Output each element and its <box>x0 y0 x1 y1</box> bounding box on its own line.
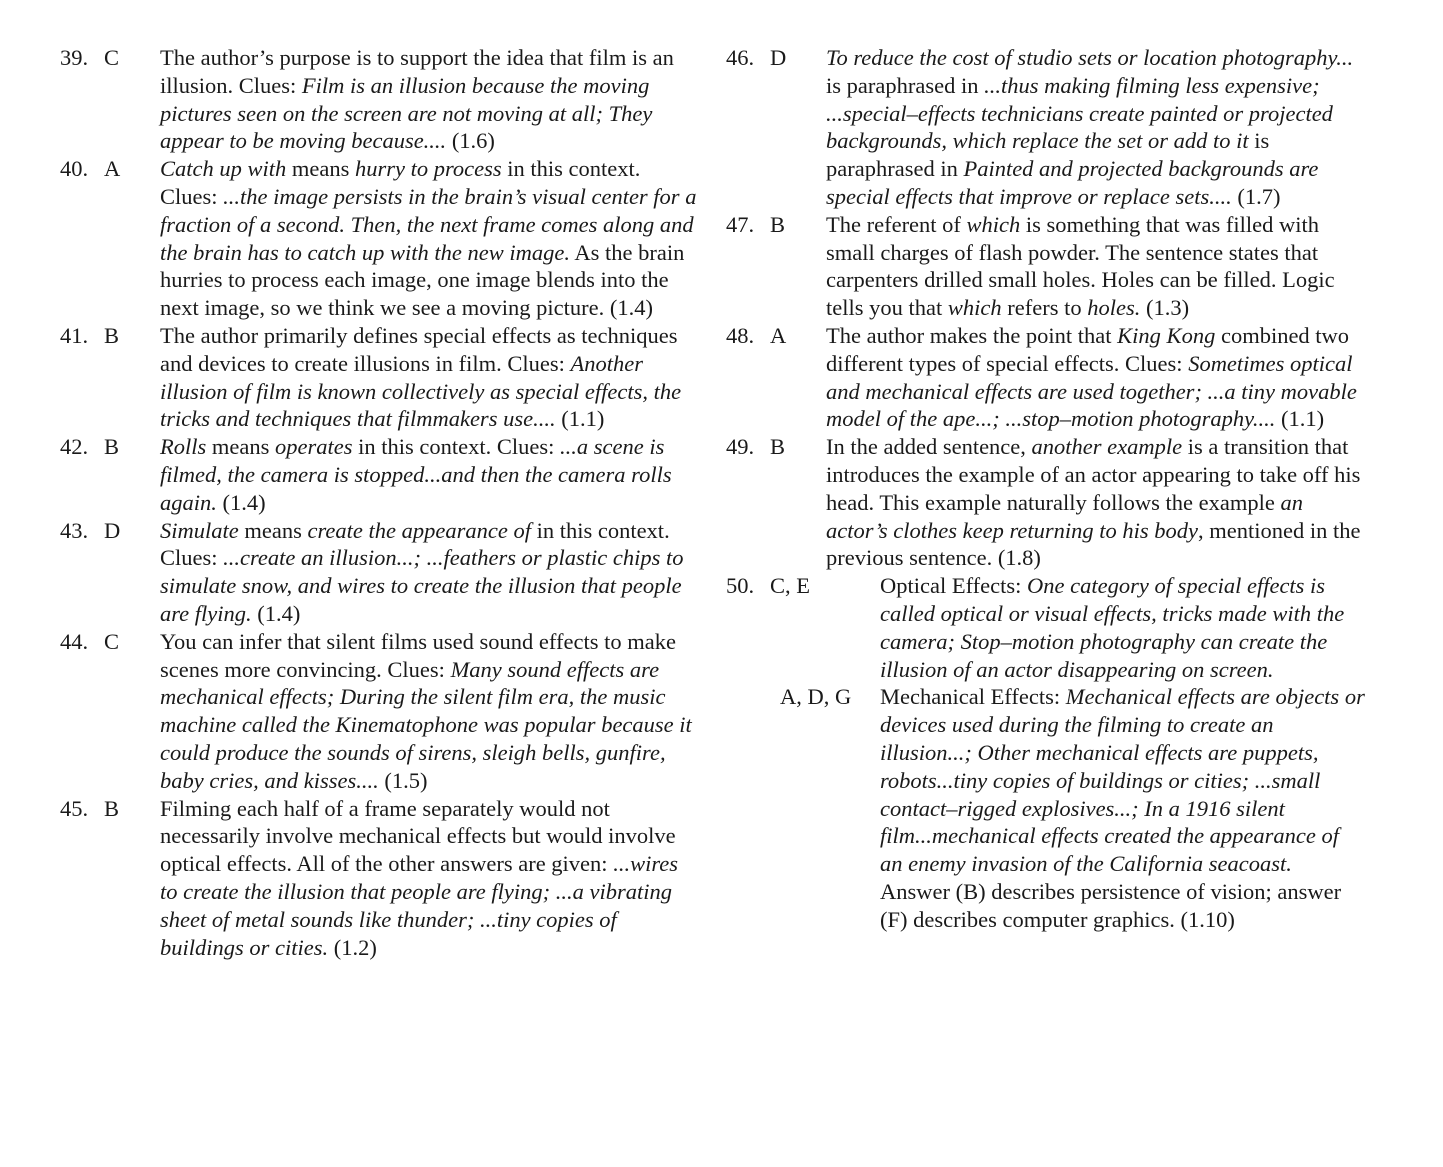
italic-quote: Rolls <box>160 434 207 460</box>
explanation <box>826 211 1366 322</box>
answer-letters: A, D, G <box>780 684 852 710</box>
italic-quote: Sometimes optical and mechanical effects are used together; ...a tiny movable model of the ape...; ...stop–motion photography.... <box>826 350 1357 432</box>
italic-quote: One category of special effects is called optical or visual effects, tricks made with the camera; Stop–motion photography can create the illusion of an actor disappearing on screen. <box>880 573 1345 682</box>
explanation-text: (1.1) <box>1275 406 1325 432</box>
explanation-text: is paraphrased in <box>826 72 985 98</box>
question-number: 48. <box>726 322 755 348</box>
explanation <box>826 433 1366 572</box>
explanation-text: Mechanical Effects: <box>880 684 1066 710</box>
italic-quote: Another illusion of film is known collectively as special effects, the tricks and techniques that filmmakers use.... <box>160 350 682 432</box>
answer-letter: B <box>104 434 120 460</box>
answer-entry <box>726 44 1366 211</box>
right-column <box>726 44 1366 934</box>
explanation-text: refers to <box>1001 295 1088 321</box>
answer-letters: C, E <box>770 573 811 599</box>
answer-letter: D <box>770 45 787 70</box>
italic-quote: which <box>947 295 1002 321</box>
answer-entry <box>726 211 1366 322</box>
explanation-text: in this context. Clues: <box>160 517 670 571</box>
answer-entry <box>60 155 700 322</box>
explanation-text: in this context. Clues: <box>160 156 641 209</box>
explanation <box>826 44 1366 211</box>
answer-entry <box>60 628 700 795</box>
question-number: 43. <box>60 517 89 543</box>
explanation-text: You can infer that silent films used sound effects to make scenes more convincing. Clues: <box>160 628 676 682</box>
explanation-text: (1.4) <box>251 600 301 626</box>
question-number: 47. <box>726 211 755 237</box>
italic-quote: holes. <box>1087 295 1141 321</box>
answer-entry <box>60 322 700 433</box>
explanation-text: (1.7) <box>1231 183 1281 209</box>
explanation <box>160 322 700 433</box>
explanation <box>880 572 1366 683</box>
explanation-text: (1.6) <box>446 128 495 154</box>
italic-quote: an actor’s clothes keep returning to his body <box>826 489 1303 543</box>
italic-quote: which <box>966 211 1021 237</box>
question-number: 50. <box>726 573 755 599</box>
italic-quote: ...a scene is filmed, the camera is stopped...and then the camera rolls again. <box>160 434 672 515</box>
question-number: 42. <box>60 434 89 460</box>
answer-subentry <box>726 572 1366 683</box>
explanation-text: The author’s purpose is to support the idea that film is an illusion. Clues: <box>160 45 674 98</box>
italic-quote: ...create an illusion...; ...feathers or plastic chips to simulate snow, and wires to create the illusion that people are flying. <box>160 545 684 626</box>
question-number: 49. <box>726 434 755 460</box>
answer-letter: B <box>104 322 120 348</box>
italic-quote: hurry to process <box>355 156 502 182</box>
explanation <box>160 628 700 795</box>
answer-entry <box>726 322 1366 433</box>
explanation-text: in this context. Clues: <box>352 434 560 460</box>
answer-letter: D <box>104 517 121 543</box>
explanation <box>160 795 700 962</box>
answer-entry <box>60 433 700 516</box>
answer-letter: C <box>104 45 120 70</box>
italic-quote: Catch up with <box>160 156 287 182</box>
explanation-text: The author primarily defines special effects as techniques and devices to create illusions in film. Clues: <box>160 322 678 376</box>
question-number: 44. <box>60 628 89 654</box>
explanation-text: is paraphrased in <box>826 128 1270 182</box>
explanation <box>880 683 1366 933</box>
question-number: 39. <box>60 45 89 70</box>
explanation-text: (1.1) <box>555 406 605 432</box>
answer-entry <box>726 433 1366 572</box>
explanation-text: Filming each half of a frame separately would not necessarily involve mechanical effects but would involve optical effects. All of the other answers are given: <box>160 795 676 877</box>
explanation-text: , mentioned in the previous sentence. (1.8) <box>826 517 1361 571</box>
explanation-text: In the added sentence, <box>826 434 1032 460</box>
explanation-text: The referent of <box>826 211 967 237</box>
answer-letter: B <box>770 211 786 237</box>
explanation-text: Answer (B) describes persistence of vision; answer (F) describes computer graphics. (1.10) <box>880 878 1342 932</box>
explanation-text: means <box>286 156 355 182</box>
question-number: 40. <box>60 156 89 182</box>
italic-quote: create the appearance of <box>307 517 531 543</box>
answer-entry <box>60 517 700 628</box>
answer-letter: B <box>770 434 786 460</box>
explanation-text: Optical Effects: <box>880 573 1028 599</box>
italic-quote: Film is an illusion because the moving pictures seen on the screen are not moving at all; They appear to be moving because.... <box>160 72 653 154</box>
question-number: 46. <box>726 45 755 70</box>
explanation-text: The author makes the point that <box>826 322 1118 348</box>
answer-subentry <box>726 683 1366 933</box>
italic-quote: another example <box>1031 434 1183 460</box>
italic-quote: operates <box>275 434 353 460</box>
italic-quote: ...thus making filming less expensive; ...special–effects technicians create painted or projected backgrounds, which replace the set or add to it <box>826 72 1333 154</box>
italic-quote: Simulate <box>160 517 239 543</box>
answer-entry <box>60 795 700 962</box>
italic-quote: ...the image persists in the brain’s visual center for a fraction of a second. Then, the next frame comes along and the brain has to catch up with the new image. <box>160 183 697 265</box>
explanation <box>160 44 700 155</box>
answer-entry <box>60 44 700 155</box>
italic-quote: To reduce the cost of studio sets or location photography... <box>826 45 1354 70</box>
explanation-text: As the brain hurries to process each image, one image blends into the next image, so we think we see a moving picture. (1.4) <box>160 239 685 321</box>
answer-letter: A <box>104 156 121 182</box>
italic-quote: Mechanical effects are objects or devices used during the filming to create an illusion...; Other mechanical effects are puppets, robots...tiny copies of buildings or cities; ...small contact–rigged explosives...; In a 1916 silent film...mechanical effects created the appearance of an enemy invasion of the California seacoast. <box>880 684 1365 877</box>
italic-quote: ...wires to create the illusion that people are flying; ...a vibrating sheet of metal sounds like thunder; ...tiny copies of buildings or cities. <box>160 851 678 960</box>
explanation-text: is something that was filled with small charges of flash powder. The sentence states that carpenters drilled small holes. Holes can be filled. Logic tells you that <box>826 211 1335 321</box>
explanation-text: (1.2) <box>328 934 377 960</box>
answer-entry-50 <box>726 572 1366 933</box>
explanation-text: (1.5) <box>378 767 428 793</box>
italic-quote: Painted and projected backgrounds are special effects that improve or replace sets.... <box>826 156 1319 209</box>
explanation-text: (1.3) <box>1140 295 1190 321</box>
answer-letter: C <box>104 628 120 654</box>
explanation-text: is a transition that introduces the example of an actor appearing to take off his head. This example naturally follows the example <box>826 434 1361 515</box>
italic-quote: Many sound effects are mechanical effects; During the silent film era, the music machine called the Kinematophone was popular because it could produce the sounds of sirens, sleigh bells, gunfire, baby cries, and kisses.... <box>160 656 692 793</box>
answer-letter: B <box>104 795 120 821</box>
explanation <box>160 433 700 516</box>
left-column <box>60 44 700 961</box>
question-number: 41. <box>60 322 89 348</box>
explanation <box>160 517 700 628</box>
explanation-text: (1.4) <box>216 489 266 515</box>
italic-quote: King Kong <box>1117 322 1216 348</box>
explanation-text: means <box>238 517 308 543</box>
question-number: 45. <box>60 795 89 821</box>
explanation <box>826 322 1366 433</box>
explanation-text: combined two different types of special effects. Clues: <box>826 322 1350 376</box>
answer-letter: A <box>770 322 787 348</box>
explanation <box>160 155 700 322</box>
explanation-text: means <box>206 434 275 460</box>
